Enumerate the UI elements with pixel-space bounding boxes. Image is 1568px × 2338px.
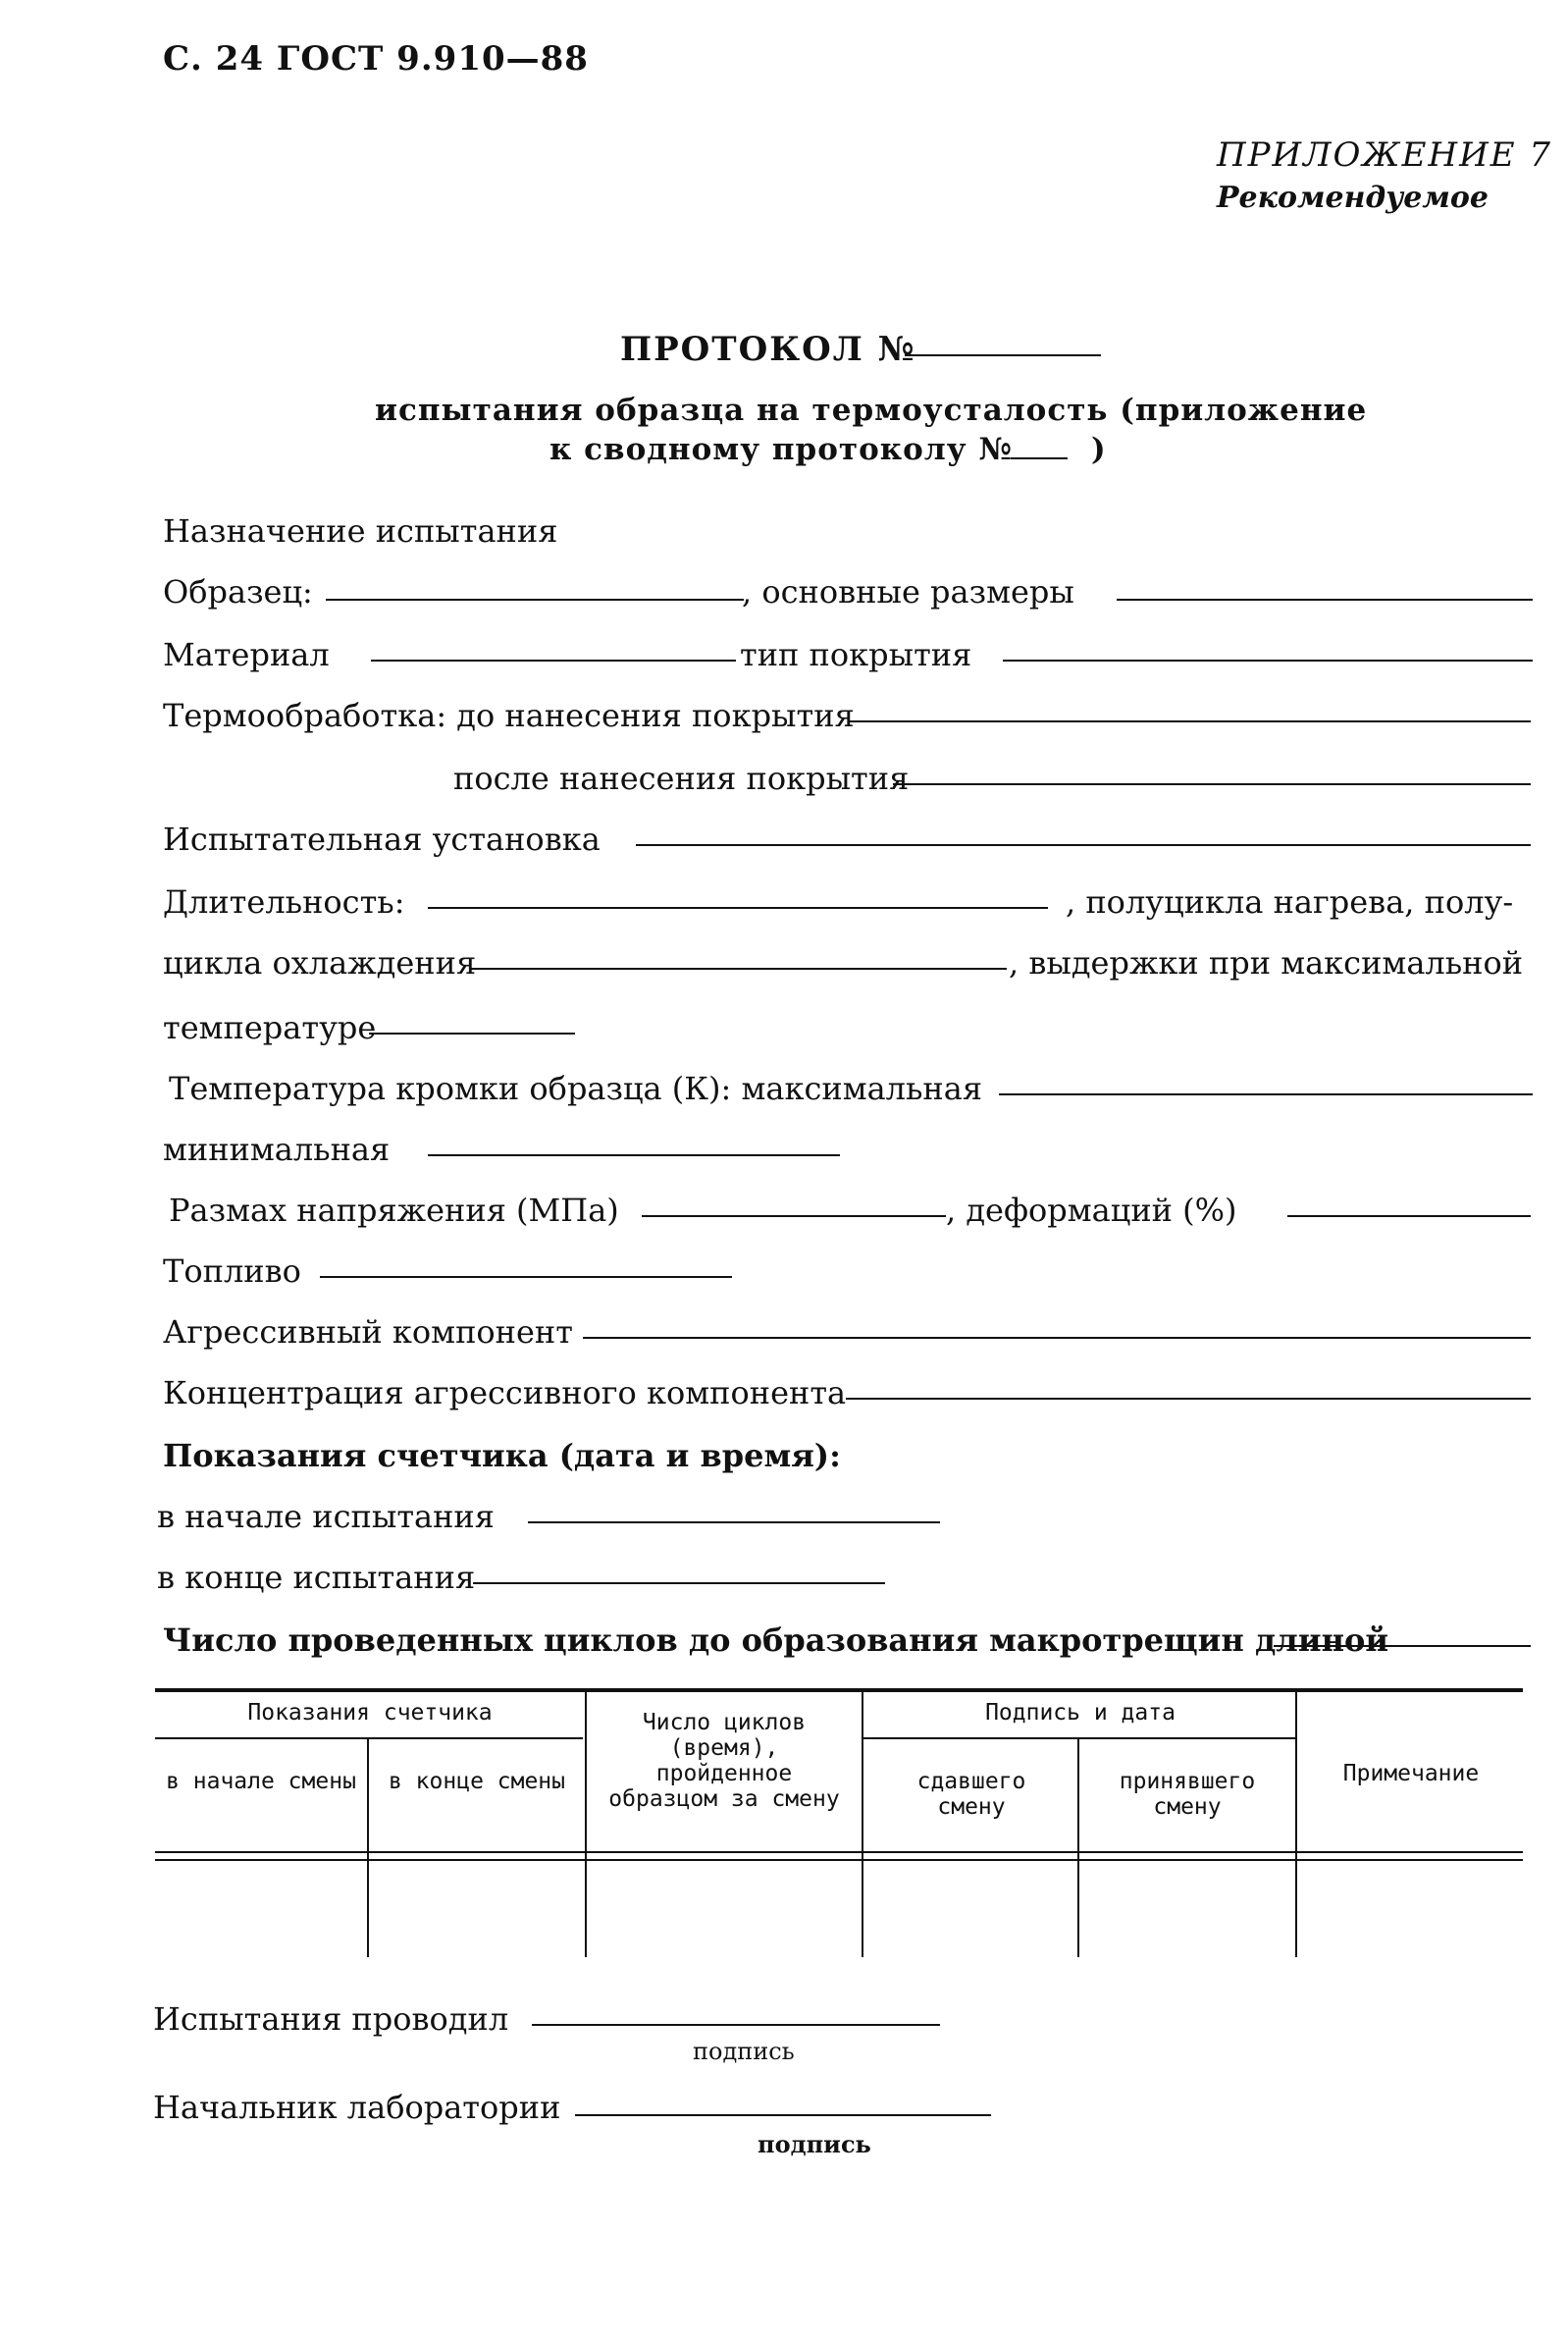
test-rig-label: Испытательная установка [163, 821, 601, 858]
after-coating-label: после нанесения покрытия [453, 760, 910, 797]
stress-range-label: Размах напряжения (МПа) [169, 1192, 619, 1229]
col-end-header: в конце смены [388, 1769, 565, 1794]
protocol-title: ПРОТОКОЛ № [620, 330, 916, 369]
cooling-blank[interactable] [471, 968, 1007, 970]
duration-blank[interactable] [428, 907, 1048, 909]
protocol-subtitle-line1: испытания образца на термоусталость (приложение [375, 393, 1368, 428]
lab-head-label: Начальник лаборатории [153, 2089, 561, 2126]
sample-label: Образец: [163, 573, 313, 611]
material-blank[interactable] [371, 660, 736, 662]
appendix-label: ПРИЛОЖЕНИЕ 7 [1217, 135, 1553, 175]
at-end-blank[interactable] [473, 1582, 885, 1584]
col-handed-header: сдавшего смену [916, 1769, 1026, 1820]
purpose-label: Назначение испытания [163, 512, 558, 550]
test-rig-blank[interactable] [636, 844, 1531, 846]
heat-treatment-after-blank[interactable] [893, 783, 1531, 785]
material-label: Материал [163, 636, 330, 673]
signature-caption-2: подпись [758, 2130, 871, 2158]
protocol-subtitle-line2: к сводному протоколу № [549, 432, 1014, 467]
strain-label: , деформаций (%) [946, 1192, 1237, 1229]
summary-protocol-number-blank[interactable] [1011, 457, 1068, 459]
edge-temp-max-blank[interactable] [999, 1093, 1533, 1095]
header-bottom-rule-1 [155, 1851, 1523, 1853]
main-dims-blank[interactable] [1117, 599, 1533, 601]
recommended-label: Рекомендуемое [1217, 181, 1489, 215]
counter-group-header: Показания счетчика [247, 1700, 493, 1726]
col-divider-4 [1077, 1739, 1079, 1957]
coating-type-label: тип покрытия [740, 636, 972, 673]
hold-max-label: , выдержки при максимальной [1009, 944, 1524, 982]
hold-time-blank[interactable] [369, 1033, 575, 1035]
col-divider-3 [862, 1690, 863, 1957]
crack-length-blank[interactable] [1274, 1645, 1531, 1647]
table-top-rule [155, 1688, 1523, 1692]
protocol-number-blank[interactable] [905, 354, 1101, 356]
coating-type-blank[interactable] [1003, 660, 1533, 662]
col-start-header: в начале смены [166, 1769, 356, 1794]
col-divider-5 [1295, 1690, 1297, 1957]
concentration-label: Концентрация агрессивного компонента [163, 1374, 847, 1411]
fuel-blank[interactable] [320, 1276, 732, 1278]
page-reference: С. 24 ГОСТ 9.910—88 [163, 39, 589, 79]
aggressive-label: Агрессивный компонент [163, 1313, 573, 1351]
edge-temp-label: Температура кромки образца (К): максимальная [169, 1070, 982, 1107]
lab-head-signature-blank[interactable] [575, 2114, 991, 2116]
col-divider-2 [585, 1690, 587, 1957]
main-dims-label: , основные размеры [742, 573, 1074, 611]
aggressive-blank[interactable] [583, 1337, 1531, 1339]
header-bottom-rule-2 [155, 1859, 1523, 1861]
cooling-label: цикла охлаждения [163, 944, 477, 982]
col-divider-1 [367, 1739, 369, 1957]
fuel-label: Топливо [163, 1252, 301, 1290]
sample-blank[interactable] [326, 599, 744, 601]
at-end-label: в конце испытания [157, 1559, 476, 1596]
stress-range-blank[interactable] [642, 1215, 946, 1217]
signature-caption-1: подпись [693, 2038, 795, 2065]
subtitle-close-paren: ) [1091, 432, 1107, 467]
minimal-label: минимальная [163, 1131, 391, 1168]
col-cycles-header: Число циклов (время), пройденное образцом за смену [608, 1710, 840, 1812]
cycles-count-label: Число проведенных циклов до образования макротрещин длиной [163, 1621, 1389, 1659]
conducted-by-label: Испытания проводил [153, 2000, 509, 2038]
col-note-header: Примечание [1342, 1761, 1480, 1786]
at-start-blank[interactable] [528, 1521, 940, 1523]
signature-group-header: Подпись и дата [985, 1700, 1176, 1726]
half-cycle-heating-label: , полуцикла нагрева, полу- [1066, 883, 1514, 921]
edge-temp-min-blank[interactable] [428, 1154, 840, 1156]
heat-treatment-before-blank[interactable] [850, 720, 1531, 722]
signature-group-rule [863, 1737, 1297, 1739]
counter-readings-label: Показания счетчика (дата и время): [163, 1437, 841, 1474]
duration-label: Длительность: [163, 883, 405, 921]
strain-blank[interactable] [1287, 1215, 1531, 1217]
col-accepted-header: принявшего смену [1119, 1769, 1256, 1820]
counter-group-rule [155, 1737, 583, 1739]
temperature-label: температуре [163, 1009, 377, 1046]
conducted-by-signature-blank[interactable] [532, 2024, 940, 2026]
concentration-blank[interactable] [846, 1398, 1531, 1400]
heat-treatment-label: Термообработка: до нанесения покрытия [163, 697, 855, 734]
at-start-label: в начале испытания [157, 1498, 495, 1535]
